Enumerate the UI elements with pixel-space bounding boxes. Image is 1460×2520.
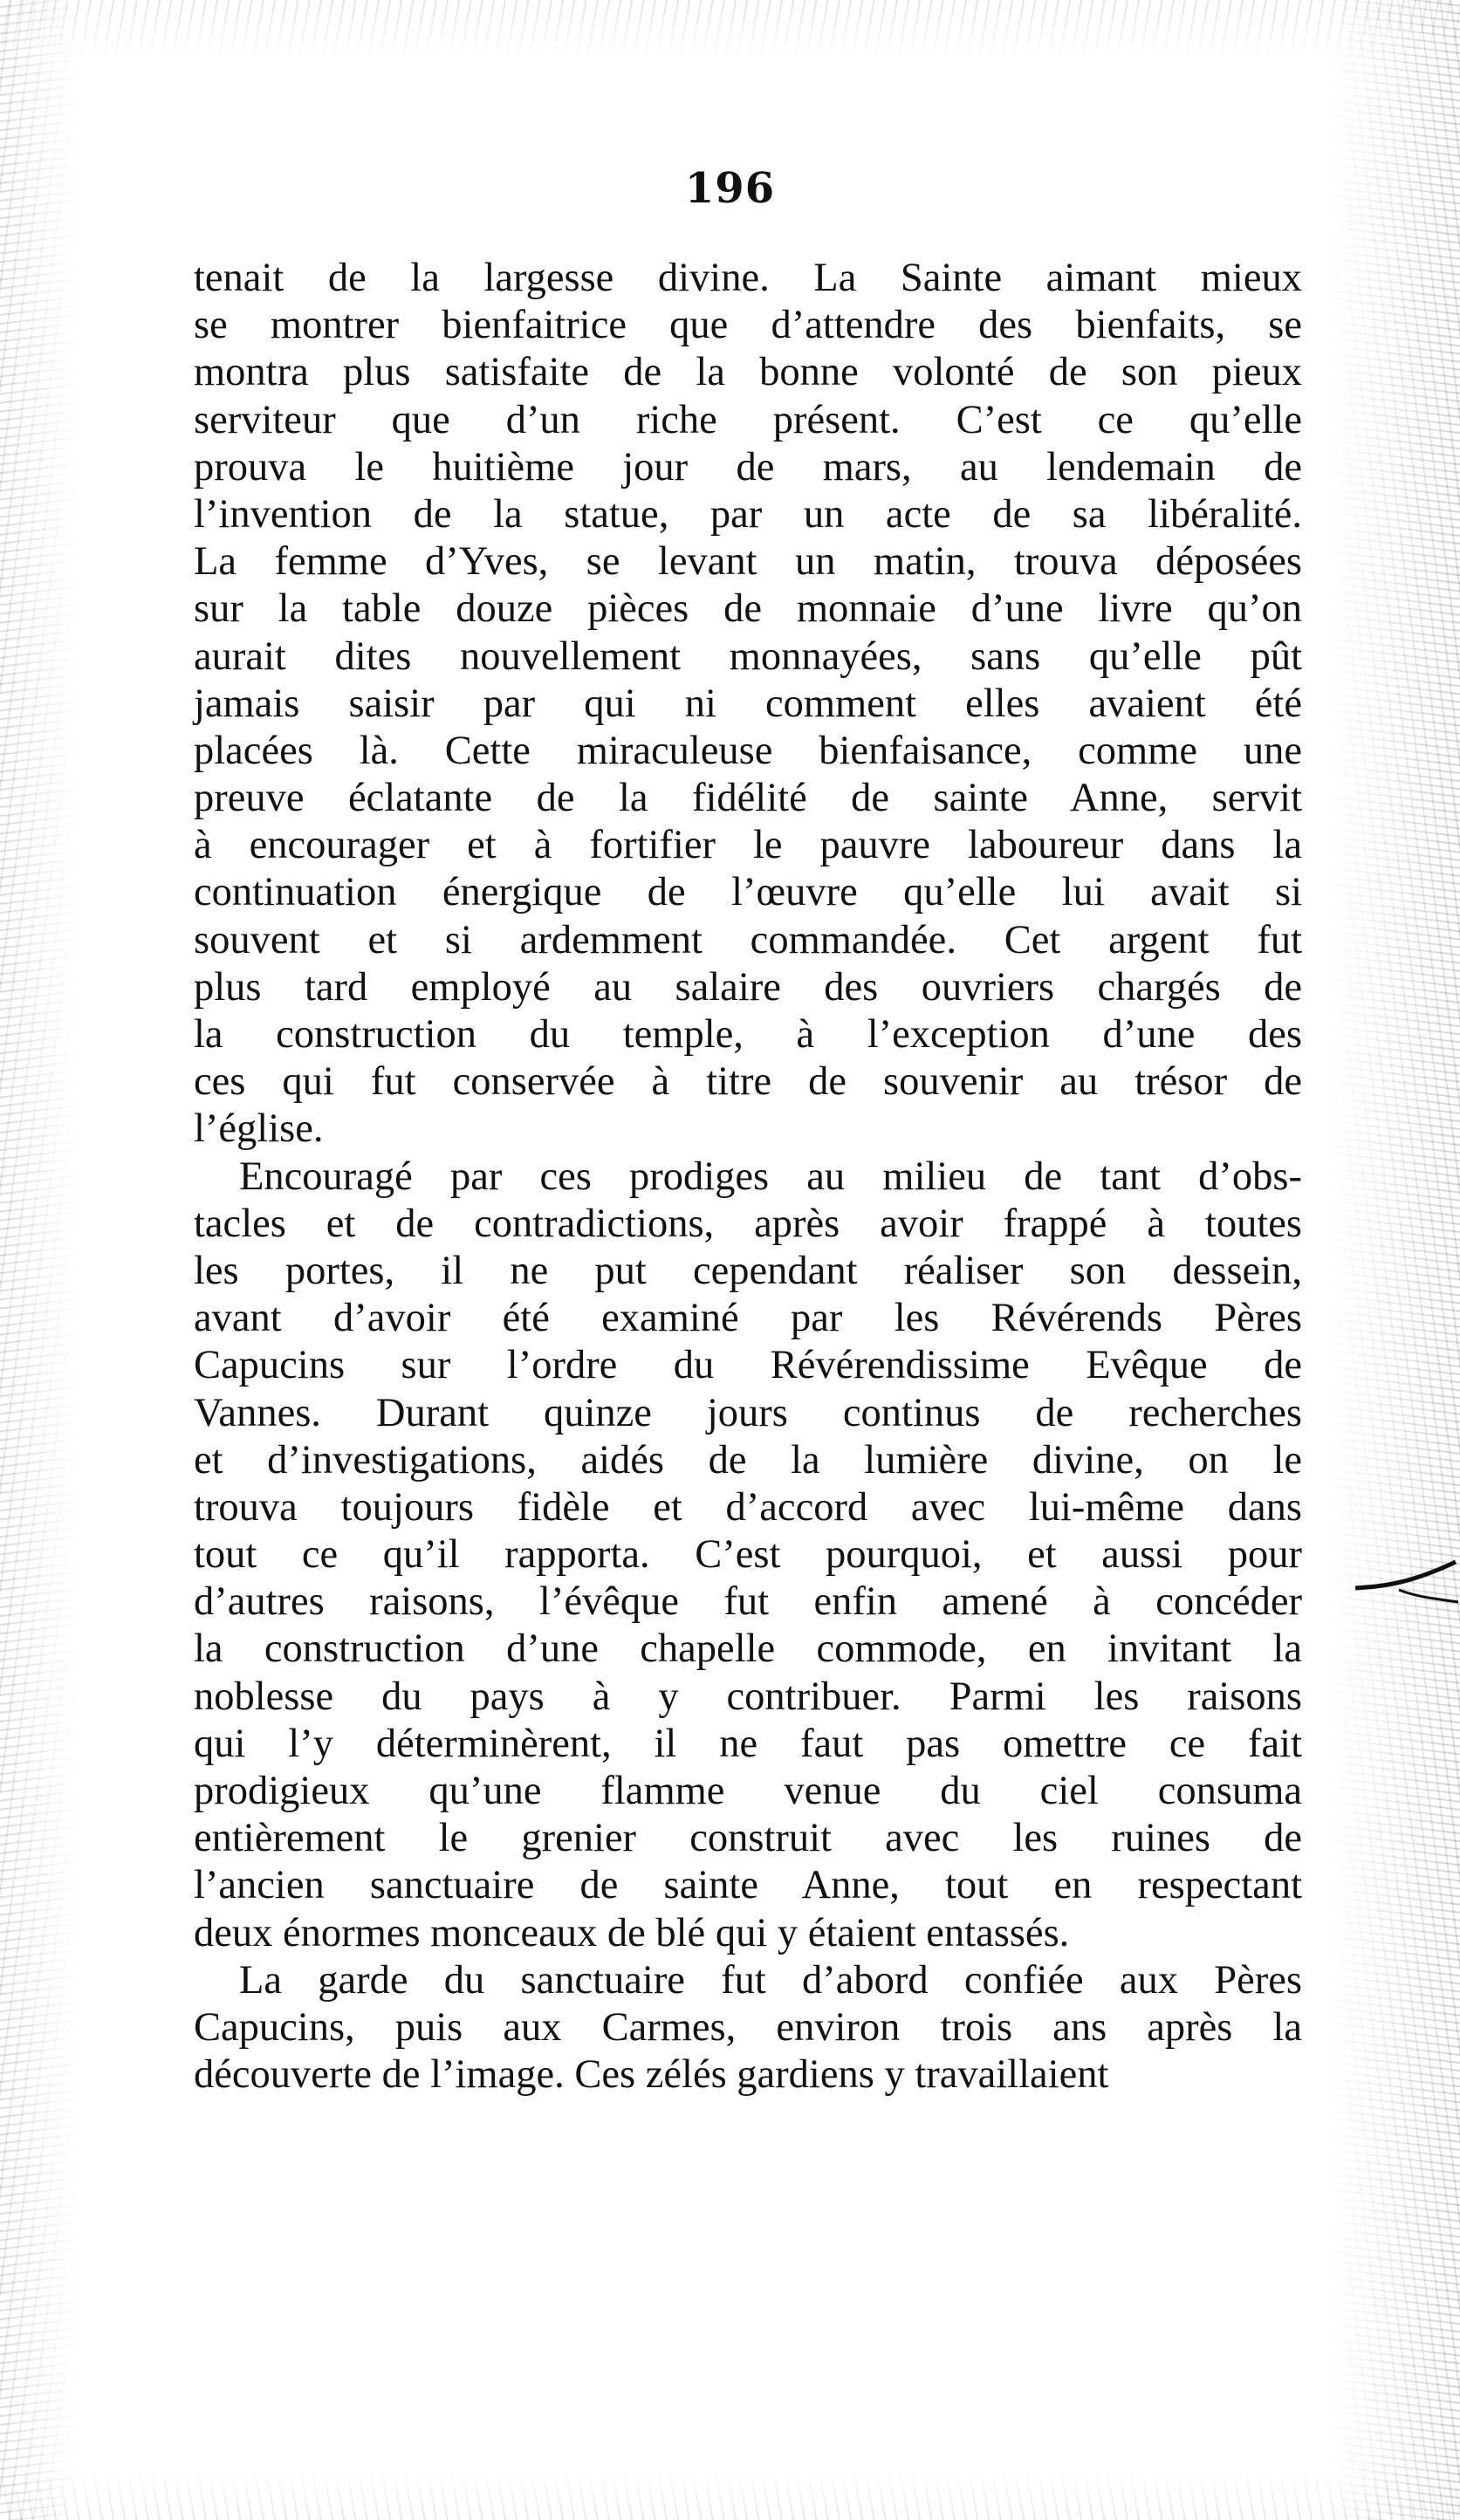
text-line: l’ancien sanctuaire de sainte Anne, tout en respectant	[194, 1863, 1302, 1908]
text-line: noblesse du pays à y contribuer. Parmi les raisons	[194, 1674, 1302, 1719]
text-line: La femme d’Yves, se levant un matin, trouva déposées	[194, 539, 1302, 585]
scan-noise-right	[1329, 0, 1460, 2520]
text-line: plus tard employé au salaire des ouvriers chargés de	[194, 964, 1302, 1010]
margin-mark-decoration	[1347, 1544, 1460, 1614]
scan-noise-bottom	[0, 2468, 1460, 2520]
text-line: trouva toujours fidèle et d’accord avec lui-même dans	[194, 1484, 1302, 1530]
text-line: souvent et si ardemment commandée. Cet argent fut	[194, 917, 1302, 962]
text-line: aurait dites nouvellement monnayées, sans qu’elle pût	[194, 633, 1302, 679]
text-line: tenait de la largesse divine. La Sainte aimant mieux	[194, 256, 1302, 300]
scan-noise-left	[0, 0, 79, 2520]
text-line: jamais saisir par qui ni comment elles avaient été	[194, 681, 1302, 726]
text-line: La garde du sanctuaire fut d’abord confiée aux Pères	[239, 1957, 1302, 2003]
text-line: continuation énergique de l’œuvre qu’elle lui avait si	[194, 870, 1302, 915]
text-line: à encourager et à fortifier le pauvre laboureur dans la	[194, 823, 1302, 868]
text-line: prodigieux qu’une flamme venue du ciel consuma	[194, 1769, 1302, 1813]
scan-noise-top	[0, 0, 1460, 61]
text-line: Encouragé par ces prodiges au milieu de tant d’obs-	[239, 1154, 1302, 1199]
text-line: l’invention de la statue, par un acte de sa libéralité.	[194, 491, 1302, 537]
text-line: prouva le huitième jour de mars, au lendemain de	[194, 444, 1302, 490]
text-line: l’église.	[194, 1106, 324, 1152]
body-text	[194, 255, 1302, 2099]
text-line: deux énormes monceaux de blé qui y étaient entassés.	[194, 1910, 1070, 1955]
text-line: placées là. Cette miraculeuse bienfaisance, comme une	[194, 728, 1302, 773]
text-line: se montrer bienfaitrice que d’attendre des bienfaits, se	[194, 303, 1302, 348]
text-line: les portes, il ne put cependant réaliser son dessein,	[194, 1248, 1302, 1293]
text-line: la construction du temple, à l’exception d’une des	[194, 1012, 1302, 1057]
text-line: tout ce qu’il rapporta. C’est pourquoi, et aussi pour	[194, 1532, 1302, 1578]
text-line: montra plus satisfaite de la bonne volonté de son pieux	[194, 350, 1302, 395]
text-line: serviteur que d’un riche présent. C’est ce qu’elle	[194, 397, 1302, 442]
text-line: avant d’avoir été examiné par les Révérends Pères	[194, 1296, 1302, 1341]
text-line: d’autres raisons, l’évêque fut enfin amené à concéder	[194, 1579, 1302, 1625]
text-line: ces qui fut conservée à titre de souvenir au trésor de	[194, 1059, 1302, 1105]
text-line: Capucins, puis aux Carmes, environ trois ans après la	[194, 2004, 1302, 2050]
text-line: Capucins sur l’ordre du Révérendissime Evêque de	[194, 1343, 1302, 1388]
text-line: la construction d’une chapelle commode, en invitant la	[194, 1626, 1302, 1672]
text-line: découverte de l’image. Ces zélés gardiens y travaillaient	[194, 2052, 1109, 2098]
text-line: preuve éclatante de la fidélité de sainte Anne, servit	[194, 776, 1302, 821]
page-number: 196	[684, 164, 776, 213]
text-line: sur la table douze pièces de monnaie d’une livre qu’on	[194, 586, 1302, 632]
text-line: Vannes. Durant quinze jours continus de recherches	[194, 1390, 1302, 1435]
text-line: entièrement le grenier construit avec les ruines de	[194, 1816, 1302, 1861]
text-line: qui l’y déterminèrent, il ne faut pas omettre ce fait	[194, 1721, 1302, 1766]
text-line: tacles et de contradictions, après avoir frappé à toutes	[194, 1201, 1302, 1246]
text-line: et d’investigations, aidés de la lumière divine, on le	[194, 1437, 1302, 1483]
